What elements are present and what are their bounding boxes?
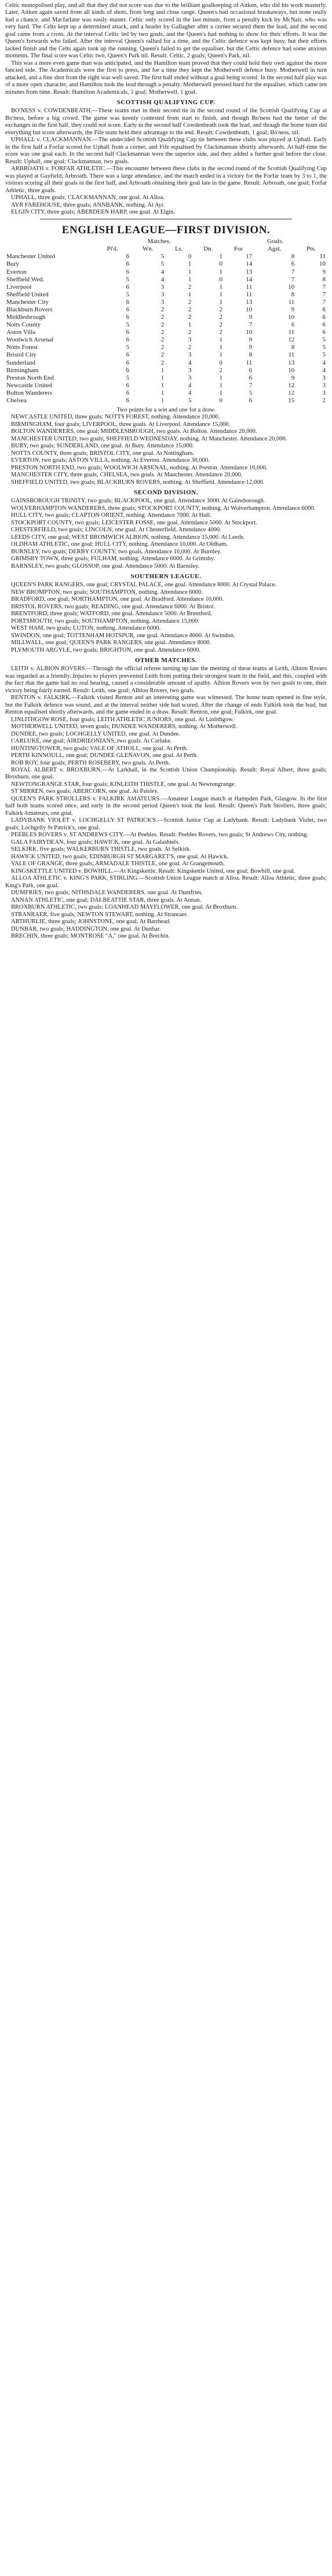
match-result: NEW BROMPTON, two goals; SOUTHAMPTON, nothing. Attendance 6000. bbox=[11, 589, 203, 596]
table-cell: 10 bbox=[246, 329, 253, 336]
team-name: Notts County bbox=[6, 321, 41, 329]
table-row bbox=[5, 344, 327, 351]
team-name: Sunderland bbox=[6, 359, 36, 366]
table-cell: 1 bbox=[219, 351, 223, 359]
table-cell: 8 bbox=[291, 253, 295, 260]
table-cell: 11 bbox=[319, 253, 326, 260]
league-table-header bbox=[5, 245, 327, 253]
table-cell: 1 bbox=[219, 291, 223, 298]
match-result: EVERTON, two goals; ASTON VILLA, nothing. At Everton. Attendance 30,000. bbox=[11, 457, 210, 464]
table-cell: 6 bbox=[126, 260, 130, 268]
match-result: ALLOA ATHLETIC v. KING'S PARK, STIRLING.—Scottish Union League match at Alloa. Result: Alloa Athletic, three goals; King's Park, one goal. bbox=[5, 875, 327, 889]
league-table-body bbox=[5, 253, 327, 405]
match-result: STOCKPORT COUNTY, two goals; LEICESTER FOSSE, one goal. Attendance 5000. At Stockport. bbox=[11, 519, 257, 526]
table-cell: 4 bbox=[322, 359, 326, 366]
table-cell: 10 bbox=[288, 283, 295, 291]
table-row bbox=[5, 299, 327, 306]
match-result: NEWCASTLE UNITED, three goals; NOTTS FOREST, nothing. Attendance 20,000. bbox=[11, 414, 220, 421]
match-result: UPHALL, three goals; CLACKMANNAN, one goal. At Alloa. bbox=[11, 194, 165, 201]
table-cell: 5 bbox=[249, 389, 253, 396]
table-cell: 2 bbox=[160, 336, 165, 344]
team-name: Manchester City bbox=[6, 298, 49, 306]
team-name: Bolton Wanderers bbox=[6, 389, 53, 396]
match-result: GALA FAIRYDEAN, four goals; HAWICK, one goal. At Galashiels. bbox=[11, 839, 180, 846]
table-cell: 1 bbox=[219, 374, 223, 381]
table-cell: 1 bbox=[160, 366, 165, 374]
section-heading-scottish-cup: SCOTTISH QUALIFYING CUP. bbox=[116, 99, 216, 106]
section-heading-english-league: ENGLISH LEAGUE—FIRST DIVISION. bbox=[61, 223, 271, 236]
table-cell: 1 bbox=[219, 344, 223, 351]
table-row bbox=[5, 306, 327, 314]
match-result: PORTSMOUTH, two goals; SOUTHAMPTON, nothing. Attendance 15,000. bbox=[11, 618, 199, 624]
table-cell: 12 bbox=[288, 336, 295, 344]
match-result: QUEEN'S PARK RANGERS, one goal; CRYSTAL PALACE, one goal. Attendance 8000. At Crystal Palace. bbox=[11, 582, 276, 589]
table-cell: 7 bbox=[322, 283, 326, 291]
table-cell: 6 bbox=[126, 396, 130, 404]
table-cell: 2 bbox=[188, 306, 192, 313]
match-result: ROB ROY, four goals; PERTH ROSEBERY, two goals. At Perth. bbox=[11, 759, 170, 766]
table-cell: 9 bbox=[322, 268, 326, 275]
team-name: Liverpool bbox=[6, 283, 32, 291]
table-cell: 3 bbox=[160, 291, 165, 298]
team-name: Manchester United bbox=[6, 253, 55, 260]
match-result: PLYMOUTH ARGYLE, two goals; BRIGHTON, one goal. Attendance 6000. bbox=[11, 646, 201, 653]
table-cell: 1 bbox=[219, 381, 223, 389]
team-name: Chelsea bbox=[6, 396, 27, 404]
match-result: GRIMSBY TOWN, three goals; FULHAM, nothing. Attendance 6000. At Grimsby. bbox=[11, 556, 216, 563]
table-cell: 11 bbox=[246, 283, 253, 291]
match-report: ARBROATH v. FORFAR ATHLETIC.—This encounter between these clubs in the second round of the Scottish Qualifying Cup was played at Gayfield, Arbroath. There was a large attendance, and the match ended in a victory for the Forfar team by 3 to 1, the visitors scoring all their goals in the first half, and Arbroath obtaining their goal late in the game. Result: Arbroath, one goal; Forfar Athletic, three goals. bbox=[5, 166, 327, 194]
match-result: PEEBLES ROVERS v. ST ANDREWS CITY.—At Peebles. Result: Peebles Rovers, two goals; St Andrews City, nothing. bbox=[11, 832, 309, 839]
table-cell: 6 bbox=[126, 268, 130, 275]
table-cell: 2 bbox=[188, 329, 192, 336]
table-row bbox=[5, 397, 327, 405]
table-cell: 1 bbox=[219, 336, 223, 344]
table-cell: 1 bbox=[219, 253, 223, 260]
match-result: ANNAN ATHLETIC, one goal; DALBEATTIE STAR, three goals. At Annan. bbox=[11, 896, 202, 903]
match-result: ROYAL ALBERT v. BROXBURN.—At Larkhall, in the Scottish Union Championship. Result: Royal Albert, three goals; Broxburn, one goal. bbox=[5, 767, 327, 781]
table-row bbox=[5, 359, 327, 367]
match-result: WOLVERHAMPTON WANDERERS, three goals; STOCKPORT COUNTY, nothing. At Wolverhampton. Attendance 6000. bbox=[11, 505, 316, 512]
team-name: Preston North End bbox=[6, 374, 54, 381]
table-cell: 2 bbox=[219, 329, 223, 336]
table-cell: 1 bbox=[160, 389, 165, 396]
table-cell: 9 bbox=[291, 374, 295, 381]
table-cell: 7 bbox=[249, 321, 253, 329]
table-cell: 9 bbox=[291, 306, 295, 313]
table-cell: 2 bbox=[160, 359, 165, 366]
match-result: GAINSBOROUGH TRINITY, two goals; BLACKPOOL, one goal. Attendance 3000. At Gainsborough. bbox=[11, 498, 265, 505]
table-cell: 11 bbox=[246, 359, 253, 366]
table-cell: 2 bbox=[188, 283, 192, 291]
table-cell: 10 bbox=[319, 260, 326, 268]
table-cell: 4 bbox=[188, 381, 192, 389]
second-division-results bbox=[5, 498, 327, 570]
table-cell: 2 bbox=[160, 314, 165, 321]
table-cell: 12 bbox=[288, 381, 295, 389]
match-result: ELGIN CITY, three goals; ABERDEEN HARP, one goal. At Elgin. bbox=[11, 209, 175, 216]
table-cell: 6 bbox=[126, 389, 130, 396]
table-cell: 6 bbox=[291, 260, 295, 268]
table-cell: 1 bbox=[219, 389, 223, 396]
match-result: BRADFORD, one goal; NORTHAMPTON, one goal. At Bradford. Attendance 10,000. bbox=[11, 596, 224, 603]
league-column-header: Agst. bbox=[267, 245, 282, 253]
match-result: DUNBAR, two goals; HADDINGTON, one goal. At Dunbar. bbox=[11, 925, 161, 932]
table-cell: 2 bbox=[160, 329, 165, 336]
team-name: Aston Villa bbox=[6, 329, 36, 336]
team-name: Bristol City bbox=[6, 351, 37, 359]
match-result: VALE OF GRANGE, three goals; ARMADALE THISTLE, one goal. At Grangemouth. bbox=[11, 861, 225, 868]
table-cell: 4 bbox=[322, 366, 326, 374]
table-cell: 7 bbox=[291, 275, 295, 283]
league-column-header: Wn. bbox=[142, 245, 154, 253]
table-cell: 6 bbox=[126, 351, 130, 359]
table-cell: 5 bbox=[188, 396, 192, 404]
table-cell: 3 bbox=[322, 374, 326, 381]
scottish-cup-reports bbox=[5, 108, 327, 216]
match-result: MOTHERWELL UNITED, seven goals; DUNDEE WANDERERS, nothing. At Motherwell. bbox=[11, 723, 238, 730]
table-cell: 2 bbox=[160, 351, 165, 359]
table-row bbox=[5, 374, 327, 382]
top-report bbox=[5, 2, 327, 96]
match-result: BRENTFORD, three goals; WATFORD, one goal. Attendance 5000. At Brentford. bbox=[11, 611, 212, 618]
match-result: CHESTERFIELD, two goals; LINCOLN, one goal. At Chesterfield. Attendance 4000. bbox=[11, 527, 221, 534]
match-result: PERTH KINNOULL, one goal; DUNDEE GLENAVON, one goal. At Perth. bbox=[11, 752, 198, 759]
match-result: QUEEN'S PARK STROLLERS v. FALKIRK AMATEURS.—Amateur League match at Hampden Park, Glasgow. In the first half both teams scored once, and early in the second period Queen's took the lead. Result: Queen's Park Strollers, three goals; Falkirk Amateurs, one goal. bbox=[5, 795, 327, 817]
table-cell: 3 bbox=[322, 389, 326, 396]
team-name: Middlesbrough bbox=[6, 314, 46, 321]
table-cell: 0 bbox=[219, 275, 223, 283]
league-column-header: Dn. bbox=[203, 245, 213, 253]
table-cell: 0 bbox=[188, 253, 192, 260]
match-result: MANCHESTER UNITED, two goals; SHEFFIELD WEDNESDAY, nothing. At Manchester. Attendance 20,000. bbox=[11, 435, 287, 442]
table-cell: 2 bbox=[322, 396, 326, 404]
table-cell: 7 bbox=[249, 381, 253, 389]
table-cell: 6 bbox=[126, 366, 130, 374]
table-cell: 1 bbox=[219, 268, 223, 275]
table-cell: 2 bbox=[219, 306, 223, 313]
table-cell: 1 bbox=[160, 396, 165, 404]
table-cell: 2 bbox=[188, 344, 192, 351]
team-name: Everton bbox=[6, 268, 27, 275]
match-result: STRANRAER, five goals; NEWTON STEWART, nothing. At Stranraer. bbox=[11, 911, 188, 918]
league-column-header: Ls. bbox=[174, 245, 183, 253]
league-column-header: Pl'd. bbox=[107, 245, 118, 253]
match-result: MANCHESTER CITY, three goals; CHELSEA, two goals. At Manchester. Attendance 20,000. bbox=[11, 472, 243, 479]
table-cell: 2 bbox=[219, 366, 223, 374]
table-cell: 9 bbox=[249, 336, 253, 344]
table-cell: 11 bbox=[288, 298, 295, 306]
table-cell: 2 bbox=[219, 314, 223, 321]
table-cell: 3 bbox=[188, 374, 192, 381]
table-cell: 1 bbox=[219, 298, 223, 306]
match-result: BOLTON WANDERERS, one goal; MIDDLESBROUGH, two goals. At Bolton. Attendance 20,000. bbox=[11, 428, 257, 435]
match-result: PRESTON NORTH END, two goals; WOOLWICH ARSENAL, nothing. At Preston. Attendance 10,000. bbox=[11, 464, 268, 471]
table-row bbox=[5, 367, 327, 374]
table-cell: 1 bbox=[188, 291, 192, 298]
report-paragraph: This was a more even game than was anticipated, and the Hamilton team proved that they could hold their own against the more fancied side. The Academicals were the first to press, and for a time they kept the Motherwell defence busy. Motherwell in turn attacked, and a fine shot from the right was well saved. The first half ended without a goal being scored. In the second half play was of a more open character, and Hamilton took the lead through a penalty. Motherwell pressed hard for the equaliser, which came ten minutes from time. Result: Hamilton Academicals, 1 goal; Motherwell, 1 goal. bbox=[5, 60, 327, 95]
table-cell: 9 bbox=[249, 344, 253, 351]
matches-group-label: Matches. bbox=[147, 238, 171, 245]
table-cell: 0 bbox=[219, 359, 223, 366]
table-cell: 2 bbox=[160, 321, 165, 329]
table-cell: 2 bbox=[188, 298, 192, 306]
first-division-results bbox=[5, 414, 327, 486]
table-row bbox=[5, 284, 327, 291]
table-cell: 6 bbox=[249, 374, 253, 381]
match-result: SELKIRK, five goals; WALKERBURN THISTLE, two goals. At Selkirk. bbox=[11, 846, 191, 853]
match-result: BROXBURN ATHLETIC, two goals; LOANHEAD MAYFLOWER, one goal. At Broxburn. bbox=[11, 904, 238, 911]
match-result: DUMFRIES, two goals; NITHSDALE WANDERERS, one goal. At Dumfries. bbox=[11, 890, 203, 896]
other-match-results bbox=[5, 666, 327, 940]
table-row bbox=[5, 351, 327, 359]
southern-league-results bbox=[5, 582, 327, 654]
league-column-header: Pts. bbox=[307, 245, 316, 253]
table-cell: 7 bbox=[322, 298, 326, 306]
team-name: Woolwich Arsenal bbox=[6, 336, 54, 344]
table-cell: 1 bbox=[219, 283, 223, 291]
table-cell: 3 bbox=[188, 351, 192, 359]
table-cell: 10 bbox=[288, 366, 295, 374]
table-cell: 6 bbox=[126, 253, 130, 260]
table-cell: 4 bbox=[188, 389, 192, 396]
table-row bbox=[5, 253, 327, 260]
match-result: LADYBANK VIOLET v. LOCHGELLY ST PATRICK'S.—Scottish Junior Cup at Ladybank. Result: Ladybank Violet, two goals; Lochgelly St Patrick's, one goal. bbox=[5, 817, 327, 831]
table-row bbox=[5, 260, 327, 268]
table-row bbox=[5, 336, 327, 344]
section-heading-southern-league: SOUTHERN LEAGUE. bbox=[130, 573, 202, 580]
match-result: HUNTINGTOWER, two goals; VALE OF ATHOLL, one goal. At Perth. bbox=[11, 745, 188, 752]
match-result: RENTON v. FALKIRK.—Falkirk visited Renton and an interesting game was witnessed. The home team opened in fine style, but the Falkirk defence was sound, and at the interval neither side had scored. After the change of ends Falkirk took the lead, but Renton equalised shortly afterwards, and the game ended in a draw. Result: Renton, one goal; Falkirk, one goal. bbox=[5, 694, 327, 716]
table-cell: 1 bbox=[188, 260, 192, 268]
table-cell: 6 bbox=[126, 336, 130, 344]
match-report: UPHALL v. CLACKMANNAN.—The undecided Scottish Qualifying Cup tie between these clubs was played at Uphall. Early in the first half a Forfar scored for Uphall from a corner, and Fife equalised by Clackmannan shortly afterwards. At half-time the score was one goal each. In the second half Clackmannan were the superior side, and they added a further goal before the close. Result: Uphall, one goal; Clackmannan, two goals. bbox=[5, 137, 327, 165]
match-result: OLDHAM ATHLETIC, one goal; HULL CITY, nothing. Attendance 10,000. At Oldham. bbox=[11, 541, 228, 548]
match-result: BIRMINGHAM, four goals; LIVERPOOL, three goals. At Liverpool. Attendance 15,000. bbox=[11, 421, 231, 428]
team-name: Newcastle United bbox=[6, 381, 52, 389]
table-cell: 1 bbox=[188, 275, 192, 283]
match-result: LEEDS CITY, one goal; WEST BROMWICH ALBION, nothing. Attendance 15,000. At Leeds. bbox=[11, 534, 245, 541]
table-row bbox=[5, 329, 327, 336]
table-cell: 9 bbox=[249, 314, 253, 321]
team-name: Birmingham bbox=[6, 366, 39, 374]
table-cell: 6 bbox=[322, 314, 326, 321]
table-cell: 6 bbox=[126, 283, 130, 291]
match-result: ST MIRREN, two goals; ABERCORN, one goal. At Paisley. bbox=[11, 788, 159, 795]
table-cell: 3 bbox=[160, 283, 165, 291]
match-result: DUNDEE, two goals; LOCHGELLY UNITED, one goal. At Dundee. bbox=[11, 730, 180, 737]
team-name: Notts Forest bbox=[6, 344, 38, 351]
table-cell: 2 bbox=[160, 306, 165, 313]
match-result: SWINDON, one goal; TOTTENHAM HOTSPUR, one goal. Attendance 8000. At Swindon. bbox=[11, 632, 235, 639]
table-cell: 13 bbox=[246, 298, 253, 306]
match-result: LEITH v. ALBION ROVERS.—Through the official referee turning up late the meeting of these teams at Leith, Albion Rovers was regarded as a friendly. Injuries to players prevented Leith from putting their strongest team in the field, and this, coupled with the fact that the game had no real bearing, caused a considerable amount of apathy. Albion Rovers won by two goals to one, their victory being fairly earned. Result: Leith, one goal; Albion Rovers, two goals. bbox=[5, 666, 327, 694]
table-cell: 10 bbox=[246, 306, 253, 313]
table-cell: 3 bbox=[160, 298, 165, 306]
match-result: LINLITHGOW ROSE, four goals; LEITH ATHLETIC JUNIORS, one goal. At Linlithgow. bbox=[11, 716, 234, 723]
table-cell: 6 bbox=[322, 329, 326, 336]
match-result: BURY, two goals; SUNDERLAND, one goal. At Bury. Attendance 15,000. bbox=[11, 443, 194, 450]
table-cell: 5 bbox=[322, 336, 326, 344]
table-row bbox=[5, 269, 327, 276]
league-table-group-header bbox=[5, 238, 327, 245]
table-cell: 11 bbox=[246, 291, 253, 298]
table-cell: 3 bbox=[188, 336, 192, 344]
table-row bbox=[5, 276, 327, 284]
table-cell: 1 bbox=[160, 381, 165, 389]
table-cell: 2 bbox=[219, 321, 223, 329]
table-cell: 7 bbox=[291, 268, 295, 275]
table-cell: 4 bbox=[160, 268, 165, 275]
match-result: WEST HAM, two goals; LUTON, nothing. Attendance 6000. bbox=[11, 625, 161, 632]
table-row bbox=[5, 382, 327, 389]
table-cell: 5 bbox=[322, 344, 326, 351]
table-cell: 6 bbox=[249, 396, 253, 404]
table-cell: 8 bbox=[291, 344, 295, 351]
match-result: BARNSLEY, two goals; GLOSSOP, one goal. Attendance 5000. At Barnsley. bbox=[11, 563, 200, 569]
match-result: KINGSKETTLE UNITED v. BOWHILL.—At Kingskettle. Result: Kingskettle United, one goal; Bowhill, one goal. bbox=[11, 868, 295, 874]
table-row bbox=[5, 321, 327, 329]
table-cell: 14 bbox=[246, 260, 253, 268]
table-row bbox=[5, 389, 327, 397]
team-name: Sheffield Wed. bbox=[6, 275, 45, 283]
goals-group-label: Goals. bbox=[267, 238, 284, 245]
table-cell: 15 bbox=[288, 396, 295, 404]
table-cell: 0 bbox=[219, 396, 223, 404]
table-cell: 13 bbox=[288, 359, 295, 366]
table-cell: 11 bbox=[288, 351, 295, 359]
table-cell: 2 bbox=[188, 314, 192, 321]
section-heading-second-division: SECOND DIVISION. bbox=[134, 489, 198, 497]
team-name: Sheffield United bbox=[6, 291, 49, 298]
match-result: ARTHURLIE, three goals; JOHNSTONE, one goal. At Barrhead. bbox=[11, 918, 171, 925]
table-cell: 5 bbox=[160, 253, 165, 260]
table-cell: 13 bbox=[246, 268, 253, 275]
table-cell: 17 bbox=[246, 253, 253, 260]
match-result: BRISTOL ROVERS, two goals; READING, one goal. Attendance 6000. At Bristol. bbox=[11, 603, 216, 610]
match-result: HAWICK UNITED, two goals; EDINBURGH ST MARGARET'S, one goal. At Hawick. bbox=[11, 853, 229, 860]
league-column-header: For bbox=[234, 245, 243, 253]
table-cell: 5 bbox=[126, 291, 130, 298]
table-cell: 5 bbox=[126, 344, 130, 351]
table-cell: 3 bbox=[322, 381, 326, 389]
table-cell: 6 bbox=[322, 321, 326, 329]
team-name: Blackburn Rovers bbox=[6, 306, 53, 313]
table-cell: 8 bbox=[291, 291, 295, 298]
match-result: NEWTONGRANGE STAR, four goals; KINLEITH THISTLE, one goal. At Newtongrange. bbox=[11, 781, 236, 788]
table-cell: 6 bbox=[249, 366, 253, 374]
table-cell: 8 bbox=[322, 275, 326, 283]
table-cell: 5 bbox=[322, 351, 326, 359]
table-cell: 5 bbox=[160, 260, 165, 268]
table-cell: 6 bbox=[126, 306, 130, 313]
table-row bbox=[5, 314, 327, 321]
table-cell: 6 bbox=[126, 329, 130, 336]
team-name: Bury bbox=[6, 260, 19, 268]
table-cell: 1 bbox=[188, 268, 192, 275]
table-cell: 5 bbox=[126, 374, 130, 381]
table-cell: 5 bbox=[126, 321, 130, 329]
match-result: NOTTS COUNTY, three goals; BRISTOL CITY, one goal. At Nottingham. bbox=[11, 450, 195, 457]
table-cell: 6 bbox=[126, 314, 130, 321]
table-cell: 3 bbox=[188, 366, 192, 374]
table-cell: 6 bbox=[291, 321, 295, 329]
table-cell: 14 bbox=[246, 275, 253, 283]
table-cell: 6 bbox=[126, 298, 130, 306]
table-cell: 10 bbox=[288, 314, 295, 321]
match-result: MILLWALL, one goal; QUEEN'S PARK RANGERS, one goal. Attendance 8000. bbox=[11, 640, 211, 646]
table-cell: 0 bbox=[219, 260, 223, 268]
league-table bbox=[5, 238, 327, 405]
match-result: HULL CITY, two goals; CLAPTON ORIENT, nothing. Attendance 7000. At Hull. bbox=[11, 512, 211, 519]
table-cell: 6 bbox=[126, 381, 130, 389]
match-result: CARLUKE, one goal; AIRDRIEONIANS, two goals. At Carluke. bbox=[11, 738, 172, 745]
table-cell: 12 bbox=[288, 389, 295, 396]
table-cell: 1 bbox=[160, 374, 165, 381]
table-cell: 7 bbox=[322, 291, 326, 298]
match-report: BO'NESS v. COWDENBEATH.—These teams met in their second tie in the second round of the Scottish Qualifying Cup at Bo'ness, before a big crowd. The game was keenly contested from start to finish, and though Bo'ness had the better of the exchanges in the first half, they could not score. Early in the second half Cowdenbeath took the lead, and though the home team did everything but score afterwards, the Fife team held their advantage to the end. Result: Cowdenbeath, 1 goal; Bo'ness, nil. bbox=[5, 108, 327, 136]
table-cell: 4 bbox=[188, 359, 192, 366]
match-result: BRECHIN, three goals; MONTROSE "A," one goal. At Brechin. bbox=[11, 933, 170, 940]
match-result: AYR FAREHOUSE, three goals; ANNBANK, nothing. At Ayr. bbox=[11, 201, 165, 208]
table-cell: 2 bbox=[160, 344, 165, 351]
table-cell: 8 bbox=[249, 351, 253, 359]
table-cell: 5 bbox=[126, 275, 130, 283]
table-cell: 1 bbox=[188, 321, 192, 329]
newspaper-page bbox=[0, 0, 332, 944]
match-result: SHEFFIELD UNITED, two goals; BLACKBURN ROVERS, nothing. At Sheffield. Attendance 12,000. bbox=[11, 479, 265, 486]
table-row bbox=[5, 291, 327, 299]
table-cell: 4 bbox=[160, 275, 165, 283]
table-cell: 11 bbox=[288, 329, 295, 336]
points-note: Two points for a win and one for a draw. bbox=[116, 406, 216, 413]
table-cell: 6 bbox=[126, 359, 130, 366]
report-paragraph: Celtic monopolised play, and all that they did not score was due to the brilliant goalkeeping of Aitken, who did his work masterly. Later, Aitken again saved from all kinds of shots, from long and close range. Queen's had occasional breakaways, but none really had a chance, and Macfarlane was easily master. Celtic only scored in the last minute, from a penalty kick by McNair, who was very hard. The Celts kept up a determined attack, and a header by Gallagher after a corner secured them the lead, and the second goal came from a cross. At the interval Celtic led by two goals, and the Queen's had nothing to show for their efforts. It was the Queen's forwards who failed. After the interval Queen's rallied for a time, and the Celtic defence was kept busy, but their efforts lacked finish and the Celts again took up the running. Queen's failed to get the equaliser, but the Celtic defence had some anxious moments. The final score was Celtic two, Queen's Park nil. Result: Celtic, 2 goals; Queen's Park, nil. bbox=[5, 2, 327, 60]
table-cell: 6 bbox=[322, 306, 326, 313]
match-result: BURNLEY, two goals; DERBY COUNTY, two goals. Attendance 10,000. At Burnley. bbox=[11, 548, 222, 555]
section-heading-other-matches: OTHER MATCHES. bbox=[134, 657, 198, 664]
